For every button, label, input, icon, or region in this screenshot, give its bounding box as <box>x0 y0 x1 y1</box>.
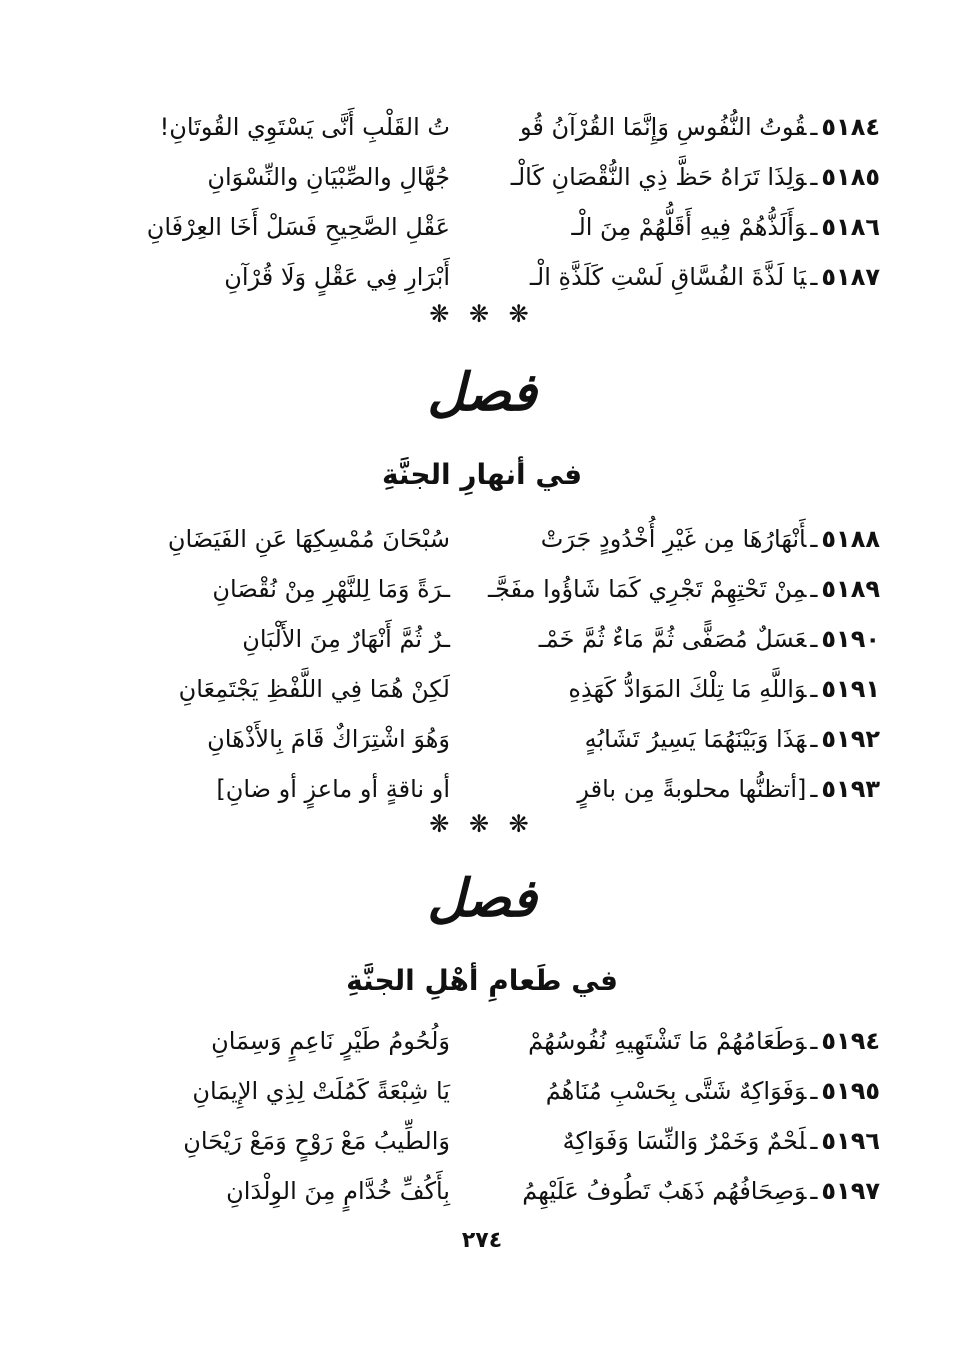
first-hemistich-text: وَفَوَاكِهٌ شَتَّى بِحَسْبِ مُنَاهُمُ <box>545 1077 807 1105</box>
verse-dash: ـ <box>810 575 818 603</box>
verse-row <box>80 514 880 564</box>
first-hemistich-text: عَسَلٌ مُصَفًّى ثُمَّ مَاءٌ ثُمَّ خَمْـ <box>538 625 807 653</box>
verse-number: ٥١٨٨ <box>821 525 880 553</box>
first-hemistich <box>485 1116 880 1166</box>
first-hemistich <box>485 1166 880 1216</box>
verse-number: ٥١٨٤ <box>821 113 880 141</box>
verse-number: ٥١٩٤ <box>821 1027 880 1055</box>
second-hemistich: وَلُحُومُ طَيْرٍ نَاعِمٍ وَسِمَانِ <box>211 1027 450 1055</box>
verse-group-2 <box>80 514 880 814</box>
chapter-subtitle: في طَعامِ أهْلِ الجنَّةِ <box>346 964 618 997</box>
first-hemistich-text: يَا لَذَّةَ الفُسَّاقِ لَسْتِ كَلَذَّةِ الْـ <box>529 263 807 291</box>
verse-row <box>80 714 880 764</box>
verse-dash: ـ <box>810 525 818 553</box>
second-hemistich: بِأَكُفِّ خُدَّامٍ مِنَ الوِلْدَانِ <box>226 1177 450 1205</box>
verse-row <box>80 564 880 614</box>
verse-group-1 <box>80 102 880 302</box>
verse-dash: ـ <box>810 1127 818 1155</box>
first-hemistich <box>485 764 880 814</box>
verse-number: ٥١٨٥ <box>821 163 880 191</box>
chapter-heading: فصل <box>427 868 537 929</box>
verse-dash: ـ <box>810 675 818 703</box>
first-hemistich <box>485 152 880 202</box>
first-hemistich-text: أَنْهَارُهَا مِن غَيْرِ أُخْدُودٍ جَرَتْ <box>540 525 807 553</box>
first-hemistich-text: لَحْمٌ وَخَمْرٌ وَالنِّسَا وَفَوَاكِهٌ <box>562 1127 807 1155</box>
verse-dash: ـ <box>810 625 818 653</box>
first-hemistich-text: هَذَا وَبَيْنَهُمَا يَسِيرُ تَشَابُهٍ <box>584 725 807 753</box>
verse-dash: ـ <box>810 725 818 753</box>
second-hemistich: سُبْحَانَ مُمْسِكِهَا عَنِ الفَيَضَانِ <box>167 525 450 553</box>
verse-number: ٥١٨٩ <box>821 575 880 603</box>
verse-row <box>80 1016 880 1066</box>
verse-number: ٥١٩٠ <box>821 625 880 653</box>
second-hemistich: عَقْلِ الصَّحِيحِ فَسَلْ أَخَا العِرْفَانِ <box>146 213 450 241</box>
verse-row <box>80 664 880 714</box>
first-hemistich <box>485 202 880 252</box>
first-hemistich <box>485 102 880 152</box>
first-hemistich <box>485 1016 880 1066</box>
verse-dash: ـ <box>810 113 818 141</box>
verse-number: ٥١٩٥ <box>821 1077 880 1105</box>
page-number: ٢٧٤ <box>461 1228 503 1253</box>
verse-row <box>80 1116 880 1166</box>
first-hemistich <box>485 614 880 664</box>
verse-dash: ـ <box>810 775 818 803</box>
chapter-heading: فصل <box>427 362 537 423</box>
first-hemistich-text: وَلِذَا تَرَاهُ حَظَّ ذِي النُّقْصَانِ كَالْـ <box>510 163 807 191</box>
verse-row <box>80 152 880 202</box>
verse-row <box>80 1066 880 1116</box>
verse-row <box>80 764 880 814</box>
first-hemistich <box>485 714 880 764</box>
verse-number: ٥١٩٧ <box>821 1177 880 1205</box>
first-hemistich-text: [أتظنُّها محلوبةً مِن باقرٍ <box>577 775 807 803</box>
verse-number: ٥١٩٣ <box>821 775 880 803</box>
first-hemistich <box>485 564 880 614</box>
second-hemistich: لَكِنْ هُمَا فِي اللَّفْظِ يَجْتَمِعَانِ <box>178 675 450 703</box>
verse-dash: ـ <box>810 263 818 291</box>
verse-dash: ـ <box>810 1027 818 1055</box>
verse-dash: ـ <box>810 1077 818 1105</box>
second-hemistich: تُ القَلْبِ أَنَّى يَسْتَوِي القُوتَانِ! <box>159 113 450 141</box>
first-hemistich-text: وَاللَّهِ مَا تِلْكَ المَوَادُّ كَهَذِهِ <box>568 675 807 703</box>
second-hemistich: وَالطِّيبُ مَعْ رَوْحٍ وَمَعْ رَيْحَانِ <box>183 1127 450 1155</box>
section-separator: ❋ ❋ ❋ <box>429 300 535 328</box>
second-hemistich: ـرٌ ثُمَّ أَنْهَارٌ مِنَ الأَلْبَانِ <box>242 625 450 653</box>
second-hemistich: أَبْرَارِ فِي عَقْلٍ وَلَا قُرْآنِ <box>224 263 450 291</box>
second-hemistich: يَا شِبْعَةً كَمُلَتْ لِذِي الإِيمَانِ <box>192 1077 450 1105</box>
verse-row <box>80 202 880 252</box>
second-hemistich: ـرَةً وَمَا لِلنَّهْرِ مِنْ نُقْصَانِ <box>212 575 450 603</box>
verse-group-3 <box>80 1016 880 1216</box>
first-hemistich <box>485 1066 880 1116</box>
verse-number: ٥١٨٦ <box>821 213 880 241</box>
verse-number: ٥١٩١ <box>821 675 880 703</box>
verse-dash: ـ <box>810 1177 818 1205</box>
verse-number: ٥١٩٢ <box>821 725 880 753</box>
first-hemistich-text: مِنْ تَحْتِهِمْ تَجْرِي كَمَا شَاؤُوا مفَجَّـ <box>488 575 807 603</box>
first-hemistich <box>485 252 880 302</box>
verse-number: ٥١٩٦ <box>821 1127 880 1155</box>
verse-dash: ـ <box>810 163 818 191</box>
chapter-subtitle: في أنهارِ الجنَّةِ <box>381 458 583 491</box>
first-hemistich <box>485 664 880 714</box>
first-hemistich-text: قُوتُ النُّفُوسِ وَإِنَّمَا القُرْآنُ قُو <box>520 113 807 141</box>
verse-dash: ـ <box>810 213 818 241</box>
section-separator: ❋ ❋ ❋ <box>429 810 535 838</box>
verse-row <box>80 614 880 664</box>
first-hemistich <box>485 514 880 564</box>
first-hemistich-text: وَطَعَامُهُمْ مَا تَشْتَهِيهِ نُفُوسُهُمْ <box>528 1027 807 1055</box>
second-hemistich: وَهُوَ اشْتِرَاكٌ قَامَ بِالأَذْهَانِ <box>207 725 450 753</box>
second-hemistich: أو ناقةٍ أو ماعزٍ أو ضانِ] <box>216 775 450 803</box>
second-hemistich: جُهَّالِ والصِّبْيَانِ والنِّسْوَانِ <box>207 163 450 191</box>
verse-row <box>80 102 880 152</box>
first-hemistich-text: وَأَلَذُّهُمْ فِيهِ أَقَلُّهُمْ مِنَ الْـ <box>571 213 807 241</box>
verse-number: ٥١٨٧ <box>821 263 880 291</box>
verse-row <box>80 252 880 302</box>
verse-row <box>80 1166 880 1216</box>
first-hemistich-text: وَصِحَافُهُم ذَهَبٌ تَطُوفُ عَلَيْهِمُ <box>522 1177 807 1205</box>
